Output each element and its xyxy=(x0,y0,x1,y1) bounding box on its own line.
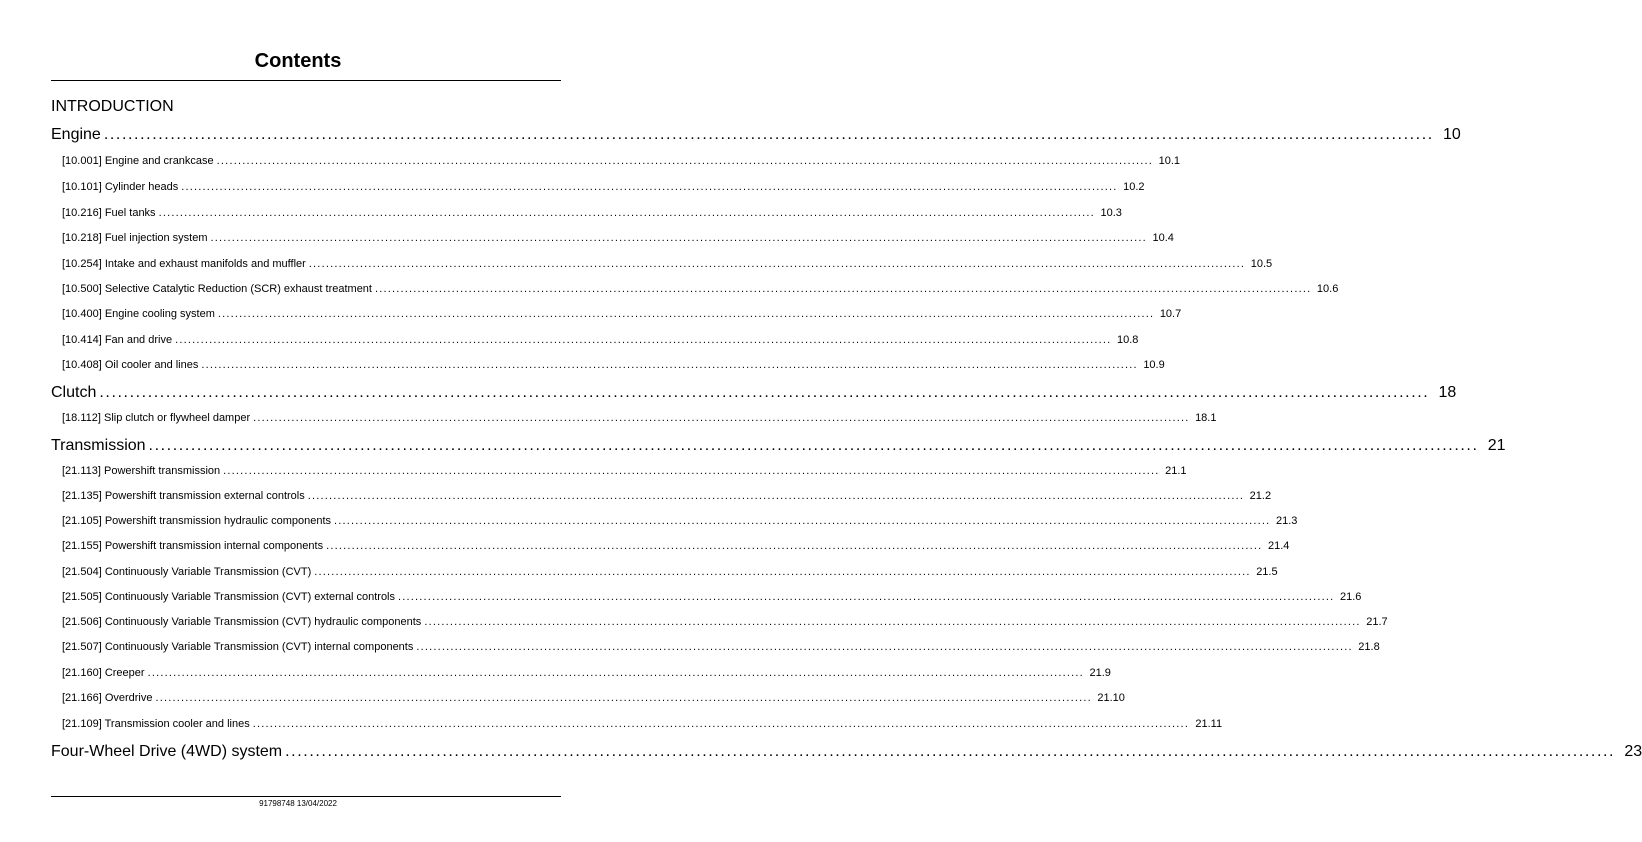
dot-leader: ............................................................................................................................................................................................................................ xyxy=(216,155,1154,167)
dot-leader: ............................................................................................................................................................................................................................ xyxy=(99,384,1430,401)
header-divider xyxy=(51,80,561,81)
toc-section-label: [21.113] Powershift transmission xyxy=(62,465,221,477)
toc-section-label: [10.254] Intake and exhaust manifolds and muffler xyxy=(62,258,306,270)
toc-section-label: [10.414] Fan and drive xyxy=(62,334,173,346)
toc-section-row[interactable] xyxy=(62,490,1272,502)
toc-page-number: 18 xyxy=(1438,384,1457,401)
toc-page-number: 23 xyxy=(1624,743,1642,760)
toc-page-number: 10.8 xyxy=(1117,334,1139,346)
toc-page-number: 21.10 xyxy=(1097,692,1125,704)
toc-section-label: [18.112] Slip clutch or flywheel damper xyxy=(62,412,251,424)
toc-section-label: [21.505] Continuously Variable Transmission (CVT) external controls xyxy=(62,591,396,603)
toc-section-label: [21.160] Creeper xyxy=(62,667,145,679)
toc-page-number: 21.9 xyxy=(1089,667,1111,679)
toc-page-number: 10.2 xyxy=(1123,181,1145,193)
toc-page-number: 10.7 xyxy=(1159,308,1182,320)
introduction-heading: INTRODUCTION xyxy=(51,98,174,115)
dot-leader: ............................................................................................................................................................................................................................ xyxy=(424,616,1361,628)
toc-page-number: 10.5 xyxy=(1250,258,1273,270)
toc-section-label: [10.216] Fuel tanks xyxy=(62,207,156,219)
toc-chapter-row[interactable] xyxy=(51,126,1461,144)
toc-page-number: 21.3 xyxy=(1275,515,1298,527)
toc-section-row[interactable] xyxy=(62,566,1278,578)
dot-leader: ............................................................................................................................................................................................................................ xyxy=(155,692,1092,704)
toc-section-label: [10.500] Selective Catalytic Reduction (SCR) exhaust treatment xyxy=(62,283,372,295)
footer-divider xyxy=(51,796,561,797)
dot-leader: ............................................................................................................................................................................................................................ xyxy=(398,591,1335,603)
toc-chapter-label: Transmission xyxy=(51,437,146,454)
page-title: Contents xyxy=(254,50,342,72)
toc-section-row[interactable] xyxy=(62,308,1182,320)
dot-leader: ............................................................................................................................................................................................................................ xyxy=(217,308,1155,320)
toc-section-label: [10.408] Oil cooler and lines xyxy=(62,359,199,371)
toc-chapter-label: Clutch xyxy=(51,384,97,401)
dot-leader: ............................................................................................................................................................................................................................ xyxy=(326,540,1263,552)
toc-section-row[interactable] xyxy=(62,540,1290,552)
toc-section-row[interactable] xyxy=(62,232,1174,244)
toc-chapter-row[interactable] xyxy=(51,437,1506,455)
toc-section-row[interactable] xyxy=(62,334,1139,346)
dot-leader: ............................................................................................................................................................................................................................ xyxy=(374,283,1312,295)
toc-section-row[interactable] xyxy=(62,283,1339,295)
toc-section-label: [21.109] Transmission cooler and lines xyxy=(62,718,250,730)
dot-leader: ............................................................................................................................................................................................................................ xyxy=(210,232,1147,244)
toc-section-row[interactable] xyxy=(62,465,1187,477)
dot-leader: ............................................................................................................................................................................................................................ xyxy=(253,412,1190,424)
toc-page-number: 10.1 xyxy=(1158,155,1181,167)
toc-page-number: 21.8 xyxy=(1358,641,1380,653)
toc-page-number: 21 xyxy=(1487,437,1506,454)
toc-section-row[interactable] xyxy=(62,181,1145,193)
toc-section-row[interactable] xyxy=(62,359,1165,371)
toc-section-label: [21.155] Powershift transmission internal components xyxy=(62,540,324,552)
toc-chapter-label: Four-Wheel Drive (4WD) system xyxy=(51,743,283,760)
toc-page-number: 10.3 xyxy=(1100,207,1122,219)
toc-page-number: 10.9 xyxy=(1143,359,1165,371)
toc-section-label: [21.507] Continuously Variable Transmission (CVT) internal components xyxy=(62,641,414,653)
toc-section-row[interactable] xyxy=(62,718,1223,730)
toc-section-label: [21.105] Powershift transmission hydraulic components xyxy=(62,515,332,527)
toc-chapter-row[interactable] xyxy=(51,384,1457,402)
toc-section-row[interactable] xyxy=(62,667,1111,679)
toc-section-label: [21.506] Continuously Variable Transmission (CVT) hydraulic components xyxy=(62,616,422,628)
toc-page-number: 21.6 xyxy=(1339,591,1362,603)
toc-page-number: 21.1 xyxy=(1165,465,1187,477)
dot-leader: ............................................................................................................................................................................................................................ xyxy=(314,566,1251,578)
toc-page-number: 18.1 xyxy=(1195,412,1217,424)
toc-chapter-label: Engine xyxy=(51,126,101,143)
toc-section-row[interactable] xyxy=(62,591,1362,603)
toc-section-row[interactable] xyxy=(62,515,1298,527)
footer-doc-id: 91798748 13/04/2022 xyxy=(259,799,337,808)
toc-page-number: 21.2 xyxy=(1249,490,1272,502)
toc-section-label: [10.218] Fuel injection system xyxy=(62,232,208,244)
toc-page-number: 10 xyxy=(1443,126,1461,143)
toc-section-label: [10.001] Engine and crankcase xyxy=(62,155,214,167)
toc-page-number: 10.6 xyxy=(1316,283,1339,295)
toc-section-row[interactable] xyxy=(62,258,1273,270)
dot-leader: ............................................................................................................................................................................................................................ xyxy=(334,515,1271,527)
toc-section-label: [21.504] Continuously Variable Transmission (CVT) xyxy=(62,566,312,578)
dot-leader: ............................................................................................................................................................................................................................ xyxy=(416,641,1353,653)
toc-section-row[interactable] xyxy=(62,207,1122,219)
toc-page-number: 21.5 xyxy=(1256,566,1278,578)
dot-leader: ............................................................................................................................................................................................................................ xyxy=(147,667,1084,679)
toc-section-label: [10.400] Engine cooling system xyxy=(62,308,215,320)
dot-leader: ............................................................................................................................................................................................................................ xyxy=(252,718,1190,730)
toc-section-row[interactable] xyxy=(62,412,1217,424)
dot-leader: ............................................................................................................................................................................................................................ xyxy=(285,743,1616,760)
dot-leader: ............................................................................................................................................................................................................................ xyxy=(223,465,1160,477)
toc-chapter-row[interactable] xyxy=(51,743,1642,761)
toc-page-number: 21.11 xyxy=(1195,718,1223,730)
dot-leader: ............................................................................................................................................................................................................................ xyxy=(175,334,1112,346)
dot-leader: ............................................................................................................................................................................................................................ xyxy=(181,181,1118,193)
dot-leader: ............................................................................................................................................................................................................................ xyxy=(103,126,1434,143)
toc-page-number: 10.4 xyxy=(1152,232,1174,244)
toc-page-number: 21.4 xyxy=(1268,540,1290,552)
toc-section-label: [10.101] Cylinder heads xyxy=(62,181,179,193)
dot-leader: ............................................................................................................................................................................................................................ xyxy=(308,258,1246,270)
toc-section-row[interactable] xyxy=(62,641,1380,653)
dot-leader: ............................................................................................................................................................................................................................ xyxy=(148,437,1479,454)
toc-section-row[interactable] xyxy=(62,155,1181,167)
dot-leader: ............................................................................................................................................................................................................................ xyxy=(201,359,1138,371)
dot-leader: ............................................................................................................................................................................................................................ xyxy=(158,207,1095,219)
toc-page-number: 21.7 xyxy=(1366,616,1388,628)
toc-section-row[interactable] xyxy=(62,692,1125,704)
toc-section-label: [21.135] Powershift transmission external controls xyxy=(62,490,305,502)
toc-section-row[interactable] xyxy=(62,616,1388,628)
dot-leader: ............................................................................................................................................................................................................................ xyxy=(307,490,1245,502)
toc-section-label: [21.166] Overdrive xyxy=(62,692,153,704)
